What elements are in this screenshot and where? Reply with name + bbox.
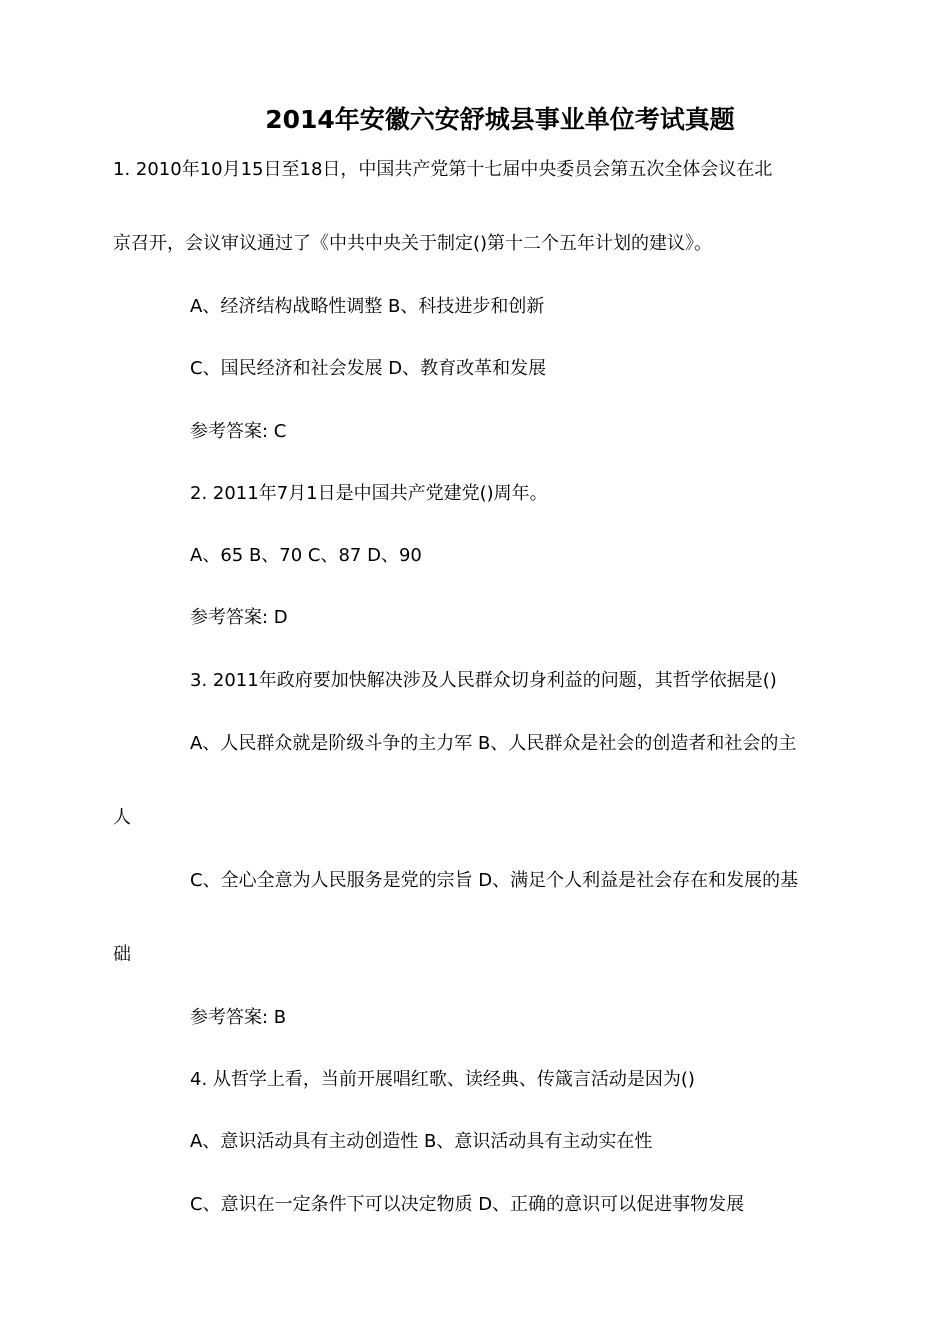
- text-line-q2: 2. 2011年7月1日是中国共产党建党()周年。: [190, 483, 548, 504]
- text-line-q3-options-ab-cont: 人: [113, 807, 131, 828]
- text-line-q4-options-cd: C、意识在一定条件下可以决定物质 D、正确的意识可以促进事物发展: [190, 1194, 745, 1215]
- text-line-q2-options: A、65 B、70 C、87 D、90: [190, 545, 422, 566]
- document-title: 2014年安徽六安舒城县事业单位考试真题: [265, 105, 735, 134]
- text-line-q3-options-cd-cont: 础: [113, 944, 131, 965]
- text-line-q3-options-cd: C、全心全意为人民服务是党的宗旨 D、满足个人利益是社会存在和发展的基: [190, 870, 799, 891]
- text-line-q2-answer: 参考答案: D: [190, 607, 288, 628]
- text-line-q1-options-cd: C、国民经济和社会发展 D、教育改革和发展: [190, 358, 547, 379]
- text-line-q4-options-ab: A、意识活动具有主动创造性 B、意识活动具有主动实在性: [190, 1131, 653, 1152]
- text-line-q1-part1: 1. 2010年10月15日至18日，中国共产党第十七届中央委员会第五次全体会议在北: [113, 159, 773, 180]
- text-line-q1-options-ab: A、经济结构战略性调整 B、科技进步和创新: [190, 296, 545, 317]
- text-line-q3: 3. 2011年政府要加快解决涉及人民群众切身利益的问题，其哲学依据是(): [190, 670, 777, 691]
- text-line-q4: 4. 从哲学上看，当前开展唱红歌、读经典、传箴言活动是因为(): [190, 1069, 695, 1090]
- text-line-q1-answer: 参考答案: C: [190, 421, 287, 442]
- text-line-q3-options-ab: A、人民群众就是阶级斗争的主力军 B、人民群众是社会的创造者和社会的主: [190, 733, 797, 754]
- text-line-q1-part2: 京召开，会议审议通过了《中共中央关于制定()第十二个五年计划的建议》。: [113, 233, 713, 254]
- text-line-q3-answer: 参考答案: B: [190, 1007, 287, 1028]
